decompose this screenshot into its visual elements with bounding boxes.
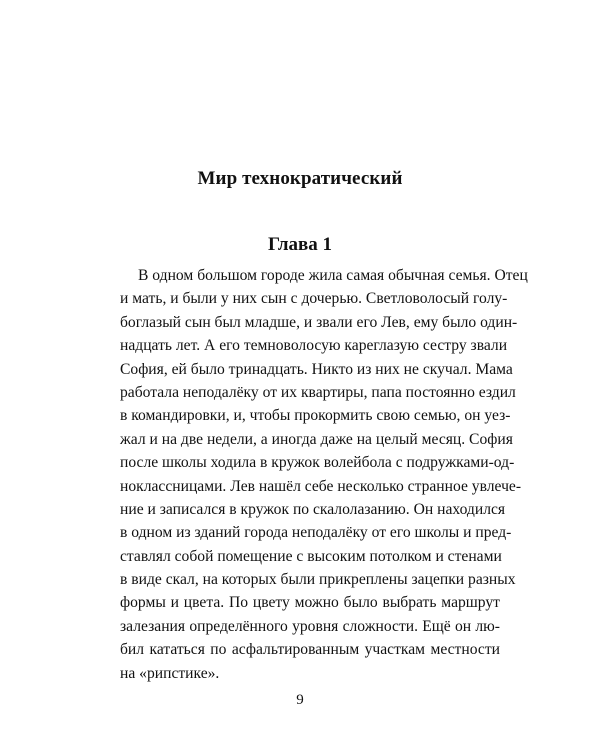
paragraph-line: формы и цвета. По цвету можно было выбрать маршрут: [120, 594, 500, 612]
chapter-title: Глава 1: [267, 234, 333, 255]
paragraph-line: в командировки, и, чтобы прокормить свою семью, он уез-: [120, 407, 511, 425]
paragraph-line: залезания определённого уровня сложности. Ещё он лю-: [120, 617, 500, 635]
paragraph-line: ние и записался в кружок по скалолазанию. Он находился: [120, 500, 506, 518]
paragraph-line: работала неподалёку от их квартиры, папа постоянно ездил: [120, 383, 516, 401]
paragraph-line: надцать лет. А его темноволосую кареглазую сестру звали: [120, 337, 508, 355]
paragraph-line: в виде скал, на которых были прикреплены зацепки разных: [120, 571, 516, 589]
paragraph-line: после школы ходила в кружок волейбола с подружками-од-: [120, 454, 515, 472]
paragraph-line: в одном из зданий города неподалёку от его школы и пред-: [120, 524, 512, 542]
paragraph-line: ставлял собой помещение с высоким потолком и стенами: [120, 547, 502, 565]
paragraph-line: София, ей было тринадцать. Никто из них не скучал. Мама: [120, 360, 513, 378]
paragraph-line: жал и на две недели, а иногда даже на целый месяц. София: [120, 430, 513, 448]
page-number: 9: [296, 692, 304, 708]
paragraph-line: и мать, и были у них сын с дочерью. Светловолосый голу-: [120, 290, 508, 308]
paragraph-line: ноклассницами. Лев нашёл себе несколько странное увлече-: [120, 477, 522, 495]
part-title: Мир технократический: [197, 168, 403, 189]
paragraph-line: боглазый сын был младше, и звали его Лев, ему было один-: [120, 313, 518, 331]
paragraph-line: бил кататься по асфальтированным участкам местности: [120, 641, 500, 659]
paragraph-line: В одном большом городе жила самая обычная семья. Отец: [138, 267, 528, 284]
chapter-paragraph: [120, 264, 528, 685]
paragraph-line: на «рипстике».: [120, 664, 220, 682]
